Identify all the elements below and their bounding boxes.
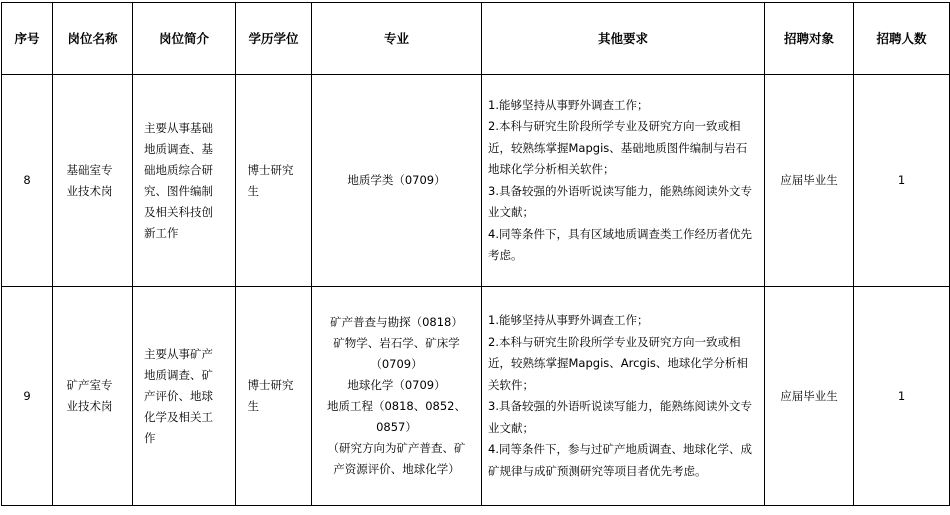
requirement-item: 2.本科与研究生阶段所学专业及研究方向一致或相近，较熟练掌握Mapgis、基础地质图件编制与岩石地球化学分析相关软件； xyxy=(488,119,748,176)
requirement-item: 4.同等条件下，参与过矿产地质调查、地球化学、成矿规律与成矿预测研究等项目者优先考虑。 xyxy=(488,442,752,478)
requirement-item: 1.能够坚持从事野外调查工作； xyxy=(488,313,649,327)
requirement-item: 1.能够坚持从事野外调查工作； xyxy=(488,97,649,112)
position-intro: 主要从事矿产地质调查、矿产评价、地球化学及相关工作 xyxy=(144,346,213,445)
header-target: 招聘对象 xyxy=(765,3,854,75)
major-cell xyxy=(312,287,482,506)
requirement-item: 4.同等条件下，具有区域地质调查类工作经历者优先考虑。 xyxy=(488,226,752,262)
target: 应届毕业生 xyxy=(765,75,854,287)
header-other-requirements: 其他要求 xyxy=(482,3,765,75)
major-line: （0709） xyxy=(370,357,423,371)
position-intro-cell xyxy=(133,75,236,287)
header-no: 序号 xyxy=(2,3,53,75)
row-no: 8 xyxy=(2,75,53,287)
position-name: 基础室专业技术岗 xyxy=(66,162,113,198)
degree: 博士研究生 xyxy=(247,378,294,413)
major-line: 0857） xyxy=(376,420,417,434)
header-position-name: 岗位名称 xyxy=(53,3,133,75)
header-major: 专业 xyxy=(312,3,482,75)
requirements-cell xyxy=(482,75,765,287)
count: 1 xyxy=(854,75,950,287)
header-row xyxy=(2,3,950,75)
major-line: 地质学类（0709） xyxy=(347,173,446,187)
count: 1 xyxy=(854,287,950,506)
major-line: 矿产普查与勘探（0818） xyxy=(330,315,463,329)
requirement-item: 2.本科与研究生阶段所学专业及研究方向一致或相近，较熟练掌握Mapgis、Arcgis、地球化学分析相关软件； xyxy=(488,334,748,392)
position-name: 矿产室专业技术岗 xyxy=(66,378,113,413)
major-line: 产资源评价、地球化学） xyxy=(333,462,460,476)
degree: 博士研究生 xyxy=(247,162,294,198)
table-row xyxy=(2,75,950,287)
degree-cell xyxy=(236,75,312,287)
position-intro-cell xyxy=(133,287,236,506)
position-intro: 主要从事基础地质调查、基础地质综合研究、图件编制及相关科技创新工作 xyxy=(144,120,213,240)
degree-cell xyxy=(236,287,312,506)
major-cell xyxy=(312,75,482,287)
header-count: 招聘人数 xyxy=(854,3,950,75)
position-name-cell xyxy=(53,287,133,506)
requirement-item: 3.具备较强的外语听说读写能力，能熟练阅读外文专业文献； xyxy=(488,183,752,219)
table-row xyxy=(2,287,950,506)
recruitment-table xyxy=(1,2,950,506)
header-position-intro: 岗位简介 xyxy=(133,3,236,75)
requirements-cell xyxy=(482,287,765,506)
header-degree: 学历学位 xyxy=(236,3,312,75)
major-line: （研究方向为矿产普查、矿 xyxy=(327,441,466,455)
major-line: 地球化学（0709） xyxy=(347,378,446,392)
position-name-cell xyxy=(53,75,133,287)
requirement-item: 3.具备较强的外语听说读写能力，能熟练阅读外文专业文献； xyxy=(488,399,752,435)
row-no: 9 xyxy=(2,287,53,506)
target: 应届毕业生 xyxy=(765,287,854,506)
major-line: 地质工程（0818、0852、 xyxy=(326,399,467,413)
major-line: 矿物学、岩石学、矿床学 xyxy=(333,336,460,350)
